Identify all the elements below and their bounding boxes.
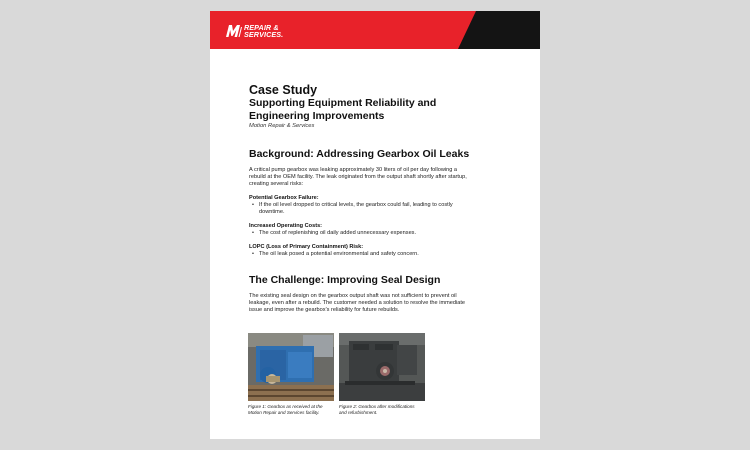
challenge-text: The existing seal design on the gearbox output shaft was not sufficient to prevent oil leakage, even after a rebuild. The customer needed a solution to resolve the immediate issue and improve the gearbox’s reliability for future rebuilds. — [249, 293, 466, 313]
brand-logo-text: REPAIR & SERVICES. — [244, 23, 284, 39]
figure-1-photo — [248, 333, 334, 401]
figure-1-caption: Figure 1: Gearbox as received at the Motion Repair and Services facility. — [248, 404, 323, 415]
challenge-heading: The Challenge: Improving Seal Design — [249, 274, 441, 286]
list-item: • If the oil level dropped to critical levels, the gearbox could fail, leading to costly downtime. — [252, 202, 453, 215]
figure-2-caption: Figure 2: Gearbox after modifications and refurbishment. — [339, 404, 415, 415]
author-line: Motion Repair & Services — [249, 123, 315, 129]
risk-block — [249, 195, 509, 216]
risk-block — [249, 244, 509, 258]
document-content — [249, 83, 509, 314]
page-subtitle: Supporting Equipment Reliability and Engineering Improvements — [249, 97, 437, 122]
risk-title: LOPC (Loss of Primary Containment) Risk: — [249, 244, 364, 250]
mi-logo-icon — [224, 24, 242, 38]
risk-block — [249, 223, 509, 237]
document-page — [210, 11, 540, 439]
risk-title: Potential Gearbox Failure: — [249, 195, 319, 201]
brand-logo — [224, 23, 283, 39]
list-item: • The oil leak posed a potential environmental and safety concern. — [252, 251, 419, 257]
figure-2-photo — [339, 333, 425, 401]
background-heading: Background: Addressing Gearbox Oil Leaks — [249, 148, 470, 160]
background-intro: A critical pump gearbox was leaking approximately 30 liters of oil per day following a rebuild at the OEM facility. The leak originated from the output shaft shortly after startup, creating several risks: — [249, 167, 467, 187]
risk-title: Increased Operating Costs: — [249, 223, 323, 229]
page-title: Case Study — [249, 83, 318, 97]
list-item: • The cost of replenishing oil daily added unnecessary expenses. — [252, 230, 417, 236]
